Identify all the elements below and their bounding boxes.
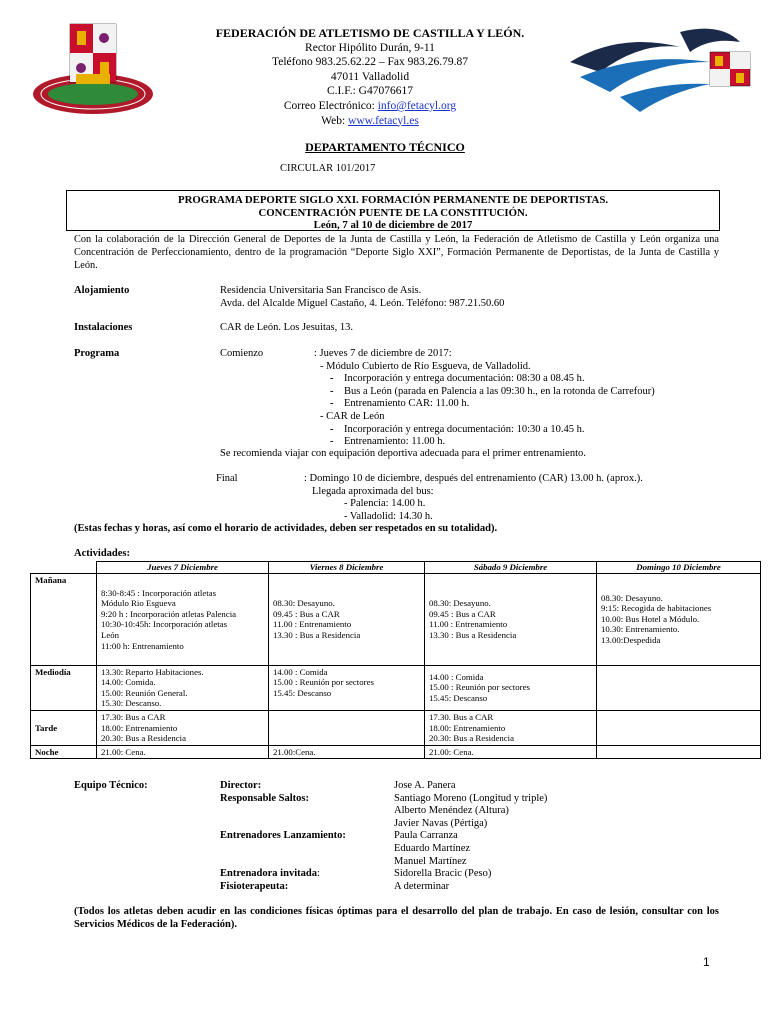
- corner-cell: [31, 562, 97, 574]
- cell-line: 09.45 : Bus a CAR: [429, 608, 496, 619]
- cell-line: 14.00 : Comida: [429, 671, 484, 682]
- cell-jueves-tarde: [97, 710, 269, 745]
- instalaciones-label: Instalaciones: [74, 322, 133, 333]
- cif: C.I.F.: G47076617: [327, 85, 413, 98]
- letterhead: [180, 26, 560, 128]
- equipo-label: Equipo Técnico:: [74, 780, 148, 791]
- car-item-2: - Entrenamiento: 11.00 h.: [330, 436, 446, 448]
- cell-jueves-mediodia: [97, 665, 269, 710]
- alojamiento-info: [220, 285, 504, 310]
- car-item-1-text: Incorporación y entrega documentación: 10:30 a 10.45 h.: [344, 423, 585, 435]
- alojamiento-line2: Avda. del Alcalde Miguel Castaño, 4. León. Teléfono: 987.21.50.60: [220, 297, 505, 309]
- cell-line: 17.30: Bus a CAR: [101, 711, 166, 722]
- staff-name: Javier Navas (Pértiga): [394, 817, 488, 829]
- modulo-line: - Módulo Cubierto de Río Esgueva, de Valladolid.: [320, 360, 531, 372]
- saltos-label: Responsable Saltos:: [220, 792, 309, 804]
- llegada-valladolid: - Valladolid: 14.30 h.: [344, 510, 433, 522]
- alojamiento-line1: Residencia Universitaria San Francisco de Asis.: [220, 285, 422, 296]
- alojamiento-label: Alojamiento: [74, 285, 130, 296]
- federation-name: FEDERACIÓN DE ATLETISMO DE CASTILLA Y LEÓN.: [215, 26, 525, 40]
- address: Rector Hipólito Durán, 9-11: [305, 41, 435, 54]
- cell-line: 11.00 : Entrenamiento: [273, 619, 352, 630]
- cell-sabado-mediodia: [425, 665, 597, 710]
- programa-label: Programa: [74, 348, 120, 359]
- cell-line: 18.00: Entrenamiento: [429, 722, 506, 733]
- cell-line: 09.45 : Bus a CAR: [273, 608, 340, 619]
- lanzamiento-label: Entrenadores Lanzamiento:: [220, 830, 346, 842]
- activities-table: [30, 561, 761, 759]
- comienzo-label: Comienzo: [220, 348, 264, 359]
- header-viernes: Viernes 8 Diciembre: [269, 562, 425, 574]
- cell-line: 10:30-10:45h: Incorporación atletas: [101, 619, 228, 630]
- cell-domingo-noche: [597, 745, 761, 759]
- cell-line: 15.00 : Reunión por sectores: [273, 677, 374, 688]
- table-row: [31, 710, 761, 745]
- cell-domingo-tarde: [597, 710, 761, 745]
- cell-line: 15.00: Reunión General.: [101, 687, 188, 698]
- cell-jueves-noche: 21.00: Cena.: [97, 745, 269, 759]
- header-domingo: Domingo 10 Diciembre: [597, 562, 761, 574]
- staff-name: Paula Carranza: [394, 830, 458, 842]
- cell-line: 13.30: Reparto Habitaciones.: [101, 666, 204, 677]
- staff-name: Sidorella Bracic (Peso): [394, 868, 492, 880]
- header-jueves: Jueves 7 Diciembre: [97, 562, 269, 574]
- cell-line: 15.00 : Reunión por sectores: [429, 682, 530, 693]
- cell-line: 15.45: Descanso: [273, 687, 332, 698]
- cell-line: 14.00: Comida.: [101, 677, 156, 688]
- comienzo-date: : Jueves 7 de diciembre de 2017:: [314, 348, 452, 359]
- runner-logo: [560, 22, 760, 122]
- modulo-item-3-text: Entrenamiento CAR: 11.00 h.: [344, 398, 470, 410]
- cell-viernes-noche: 21.00:Cena.: [269, 745, 425, 759]
- cell-line: 11:00 h: Entrenamiento: [101, 640, 184, 651]
- staff-name: Santiago Moreno (Longitud y triple): [394, 792, 548, 804]
- cell-line: León: [101, 629, 120, 640]
- cell-line: 18.00: Entrenamiento: [101, 722, 178, 733]
- cell-line: 15.30: Descanso.: [101, 698, 162, 709]
- cell-jueves-manana: [97, 573, 269, 665]
- program-title-line1: PROGRAMA DEPORTE SIGLO XXI. FORMACIÓN PERMANENTE DE DEPORTISTAS.: [177, 194, 609, 206]
- car-item-2-text: Entrenamiento: 11.00 h.: [344, 436, 446, 448]
- equipo-roles: [220, 780, 390, 893]
- actividades-label: Actividades:: [74, 548, 130, 559]
- staff-name: A determinar: [394, 880, 450, 892]
- cell-line: 17.30. Bus a CAR: [429, 711, 494, 722]
- intro-paragraph: Con la colaboración de la Dirección General de Deportes de la Junta de Castilla y León, la Federación de Atletismo de Castilla y León organiza una Concentración de Perfeccionamiento, dentro de la programación “Deporte Siglo XXI”, Formación Permanente de Deportistas, de la Junta de Castilla y León.: [74, 234, 719, 271]
- fisio-label: Fisioterapeuta:: [220, 880, 289, 892]
- final-details: [304, 473, 724, 523]
- invitada-row: [220, 868, 390, 881]
- cell-line: 13.30 : Bus a Residencia: [429, 629, 517, 640]
- modulo-item-2-text: Bus a León (parada en Palencia a las 09:30 h., en la rotonda de Carrefour): [344, 385, 655, 397]
- track-crest-icon: [28, 18, 158, 118]
- schedule-note: (Estas fechas y horas, así como el horario de actividades, deben ser respetados en su totalidad).: [74, 523, 498, 534]
- cell-line: 10.30: Entrenamiento.: [601, 624, 680, 635]
- staff-name: Jose A. Panera: [394, 780, 456, 791]
- program-title-box: [66, 190, 720, 231]
- web-link[interactable]: www.fetacyl.es: [348, 114, 419, 127]
- spacer: [220, 818, 390, 831]
- table-row: [31, 573, 761, 665]
- department-title: DEPARTAMENTO TÉCNICO: [305, 140, 465, 154]
- cell-line: 11.00 : Entrenamiento: [429, 619, 508, 630]
- header-sabado: Sábado 9 Diciembre: [425, 562, 597, 574]
- email-link[interactable]: info@fetacyl.org: [377, 99, 457, 112]
- program-title-line3: León, 7 al 10 de diciembre de 2017: [313, 219, 473, 232]
- web-label: Web:: [321, 114, 349, 127]
- modulo-item-3: - Entrenamiento CAR: 11.00 h.: [330, 398, 470, 410]
- row-label-tarde: Tarde: [31, 710, 97, 745]
- spacer: [220, 843, 390, 856]
- cell-sabado-noche: 21.00: Cena.: [425, 745, 597, 759]
- spacer: [220, 805, 390, 818]
- cell-viernes-manana: [269, 573, 425, 665]
- row-label-mediodia: Mediodía: [31, 665, 97, 710]
- modulo-item-1: - Incorporación y entrega documentación: 08:30 a 08.45 h.: [330, 373, 585, 385]
- cell-domingo-manana: [597, 573, 761, 665]
- equipo-names: [394, 780, 694, 893]
- modulo-item-2: - Bus a León (parada en Palencia a las 09:30 h., en la rotonda de Carrefour): [330, 385, 655, 397]
- llegada-text: Llegada aproximada del bus:: [312, 485, 434, 497]
- city: 47011 Valladolid: [330, 70, 410, 83]
- email-label: Correo Electrónico:: [283, 99, 378, 112]
- table-header-row: [31, 562, 761, 574]
- cell-line: 14.00 : Comida: [273, 666, 328, 677]
- director-label: Director:: [220, 780, 262, 791]
- cell-sabado-tarde: [425, 710, 597, 745]
- modulo-item-1-text: Incorporación y entrega documentación: 08:30 a 08.45 h.: [344, 373, 585, 385]
- cell-line: 13.00:Despedida: [601, 634, 661, 645]
- cell-line: 9:20 h : Incorporación atletas Palencia: [101, 608, 237, 619]
- cell-domingo-mediodia: [597, 665, 761, 710]
- staff-name: Manuel Martínez: [394, 855, 467, 867]
- final-text: : Domingo 10 de diciembre, después del entrenamiento (CAR) 13.00 h. (aprox.).: [304, 473, 643, 484]
- cell-sabado-manana: [425, 573, 597, 665]
- phone-fax: Teléfono 983.25.62.22 – Fax 983.26.79.87: [272, 56, 468, 69]
- table-row: [31, 745, 761, 759]
- web-line: [180, 114, 560, 129]
- cell-line: 8:30-8:45 : Incorporación atletas: [101, 587, 217, 598]
- llegada-palencia: - Palencia: 14.00 h.: [344, 498, 426, 510]
- cell-line: 20.30: Bus a Residencia: [429, 733, 515, 744]
- cell-line: 08.30: Desayuno.: [601, 592, 663, 603]
- spacer: [220, 856, 390, 869]
- invitada-label: Entrenadora invitada: [220, 868, 317, 880]
- staff-name: Eduardo Martínez: [394, 842, 471, 854]
- cell-viernes-tarde: [269, 710, 425, 745]
- page-number: 1: [703, 955, 710, 969]
- recomendacion: Se recomienda viajar con equipación deportiva adecuada para el primer entrenamiento.: [220, 448, 586, 459]
- row-label-manana: [31, 573, 97, 665]
- cell-line: 9:15: Recogida de habitaciones: [601, 603, 712, 614]
- runner-swoosh-icon: [560, 22, 760, 122]
- cell-line: 08.30: Desayuno.: [273, 597, 335, 608]
- car-line: - CAR de León: [320, 410, 385, 422]
- cell-line: 20.30: Bus a Residencia: [101, 733, 187, 744]
- federation-logo: [28, 18, 158, 118]
- circular-number: CIRCULAR 101/2017: [280, 163, 376, 174]
- final-label: Final: [216, 473, 238, 484]
- cell-line: Módulo Rio Esgueva: [101, 598, 176, 609]
- cell-viernes-mediodia: [269, 665, 425, 710]
- footer-note: (Todos los atletas deben acudir en las condiciones físicas óptimas para el desarrollo del plan de trabajo. En caso de lesión, consultar con los Servicios Médicos de la Federación).: [74, 906, 719, 930]
- email-line: [180, 99, 560, 114]
- cell-line: 15.45: Descanso: [429, 693, 488, 704]
- cell-line: 13.30 : Bus a Residencia: [273, 629, 361, 640]
- row-label-noche: Noche: [31, 745, 97, 759]
- program-title-line2: CONCENTRACIÓN PUENTE DE LA CONSTITUCIÓN.: [258, 206, 528, 219]
- car-item-1: - Incorporación y entrega documentación: 10:30 a 10.45 h.: [330, 423, 585, 435]
- comienzo-details: [314, 348, 724, 449]
- cell-line: 10.00: Bus Hotel a Módulo.: [601, 613, 700, 624]
- table-row: [31, 665, 761, 710]
- cell-line: 08.30: Desayuno.: [429, 597, 491, 608]
- invitada-colon: :: [316, 868, 320, 880]
- staff-name: Alberto Menéndez (Altura): [394, 805, 509, 817]
- instalaciones-text: CAR de León. Los Jesuitas, 13.: [220, 322, 353, 333]
- row-label-manana-text: Mañana: [35, 574, 67, 585]
